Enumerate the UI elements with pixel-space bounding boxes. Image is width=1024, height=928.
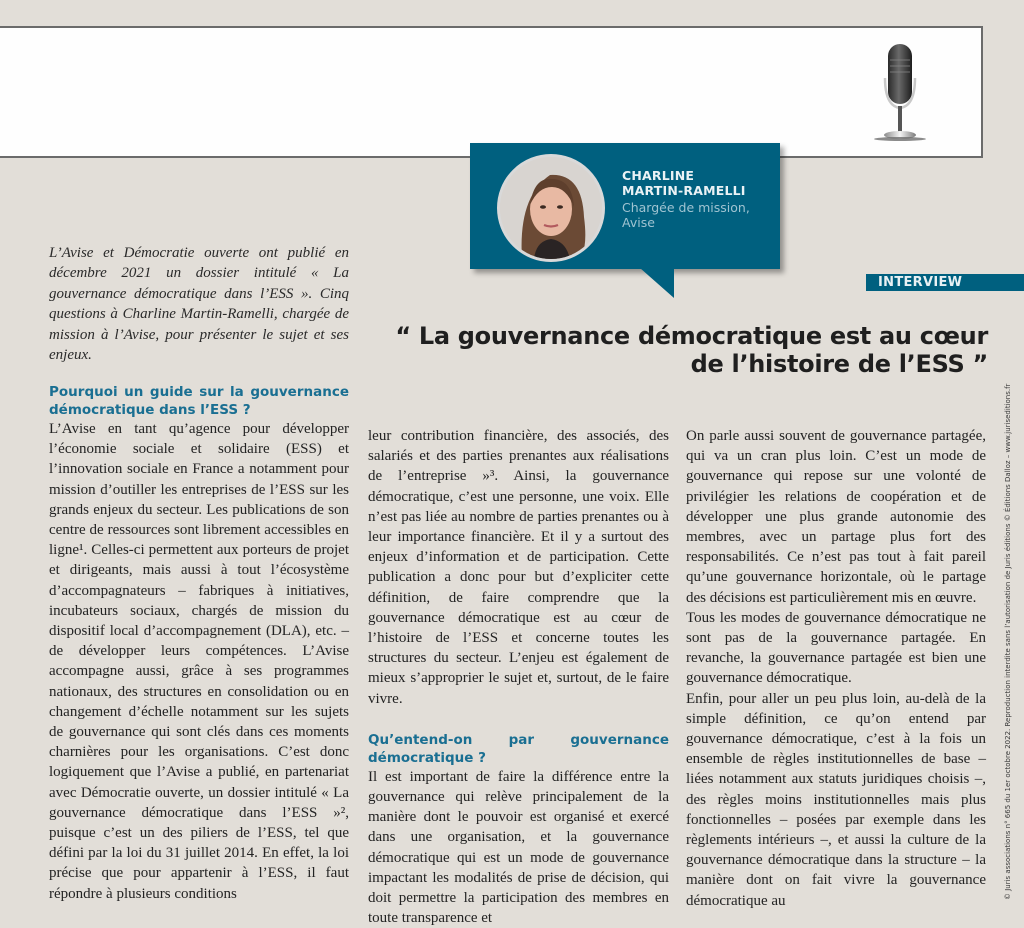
header-box	[0, 26, 983, 158]
portrait-photo	[500, 157, 602, 259]
question-heading: Qu’entend-on par gouvernance démocratique ?	[368, 731, 669, 766]
answer-paragraph: On parle aussi souvent de gouvernance partagée, qui va un cran plus loin. C’est un mode de gouvernance qui repose sur une volonté de privilégier les relations de coopération et de développer une plus grande autonomie des membres, avec un partage plus fort des responsabilités. Ce n’est pas tout à fait pareil qu’une gouvernance horizontale, où le partage des décisions est particulièrement mis en œuvre.	[686, 428, 986, 606]
column-1	[49, 383, 349, 904]
column-2	[368, 426, 669, 928]
section-label: INTERVIEW	[878, 275, 963, 290]
column-3	[686, 426, 986, 911]
article-intro: L’Avise et Démocratie ouverte ont publié en décembre 2021 un dossier intitulé « La gouvernance démocratique dans l’ESS ». Cinq questions à Charline Martin-Ramelli, chargée de mission à l’Avise, pour présenter le sujet et ses enjeux.	[49, 245, 349, 364]
role-title: Chargée de mission,	[622, 200, 750, 215]
article-headline	[388, 322, 988, 378]
avatar	[497, 154, 605, 262]
callout-tail	[640, 268, 674, 298]
question-heading: Pourquoi un guide sur la gouvernance démocratique dans l’ESS ?	[49, 384, 349, 418]
copyright-notice: © Juris associations n° 665 du 1er octobre 2022. Reproduction interdite sans l’autorisation de Juris éditions © Éditions Dalloz – www.juriseditions.fr	[1004, 383, 1012, 900]
headline-line-2: de l’histoire de l’ESS ”	[690, 350, 988, 378]
interviewee-name	[622, 168, 746, 198]
answer-paragraph: L’Avise en tant qu’agence pour développer l’économie sociale et solidaire (ESS) et l’innovation sociale en France a notamment pour mission d’outiller les entreprises de l’ESS sur les grands enjeux du secteur. Les publications de son centre de ressources sont librement accessibles en ligne¹. Celles-ci permettent aux porteurs de projet et dirigeants, mais aussi à tout l’écosystème d’accompagnateurs – fabriques à initiatives, incubateurs sociaux, chargés de mission du dispositif local d’accompagnement (DLA), etc. – de développer leurs compétences. L’Avise accompagne aussi, grâce à ses programmes nationaux, des structures en consolidation ou en changement d’échelle notamment sur les sujets de gouvernance qui sont clés dans ces moments charnières pour les organisations. C’est donc logiquement que l’Avise a publié, en partenariat avec Démocratie ouverte, un dossier intitulé « La gouvernance démocratique dans l’ESS »², puisque c’est un des piliers de l’ESS, tel que défini par la loi du 31 juillet 2014. En effet, la loi précise que pour appartenir à l’ESS, il faut répondre à plusieurs conditions	[49, 421, 349, 902]
answer-paragraph: Tous les modes de gouvernance démocratique ne sont pas de la gouvernance partagée. En revanche, la gouvernance partagée est bien une gouvernance démocratique.	[686, 609, 986, 687]
name-last: MARTIN-RAMELLI	[622, 183, 746, 198]
interviewee-role	[622, 200, 750, 230]
headline-line-1: “ La gouvernance démocratique est au cœur	[395, 322, 988, 350]
answer-paragraph: leur contribution financière, des associés, des salariés et des parties prenantes aux réalisations de l’entreprise »³. Ainsi, la gouvernance démocratique, c’est une personne, une voix. Elle n’est pas liée au nombre de parties prenantes ou à leur importance financière. Et il y a surtout des enjeux d’information et de participation. Cette publication a donc pour but d’expliciter cette définition, de faire comprendre que la gouvernance démocratique est au cœur de l’histoire de l’ESS et concerne toutes les structures du secteur. L’enjeu est également de mieux s’approprier le sujet et, surtout, de le faire vivre.	[368, 428, 669, 707]
answer-paragraph: Enfin, pour aller un peu plus loin, au-delà de la simple définition, ce qu’on entend par gouvernance démocratique, c’est à la fois un ensemble de règles institutionnelles de base – liées notamment aux statuts juridiques choisis –, des règles moins institutionnelles mais plus fonctionnelles – posées par exemple dans les règlements intérieurs –, et aussi la culture de la gouvernance démocratique dans la structure – la manière dont on fait vivre la gouvernance démocratique au	[686, 690, 986, 909]
name-first: CHARLINE	[622, 168, 695, 183]
microphone-icon	[872, 40, 928, 146]
answer-paragraph: Il est important de faire la différence entre la gouvernance qui relève principalement de la manière dont le pouvoir est organisé et exercé dans une organisation, et la gouvernance démocratique qui est un mode de gouvernance impactant les modalités de prise de décision, qui doit permettre la participation des membres en toute transparence et	[368, 768, 669, 927]
role-organization: Avise	[622, 215, 655, 230]
